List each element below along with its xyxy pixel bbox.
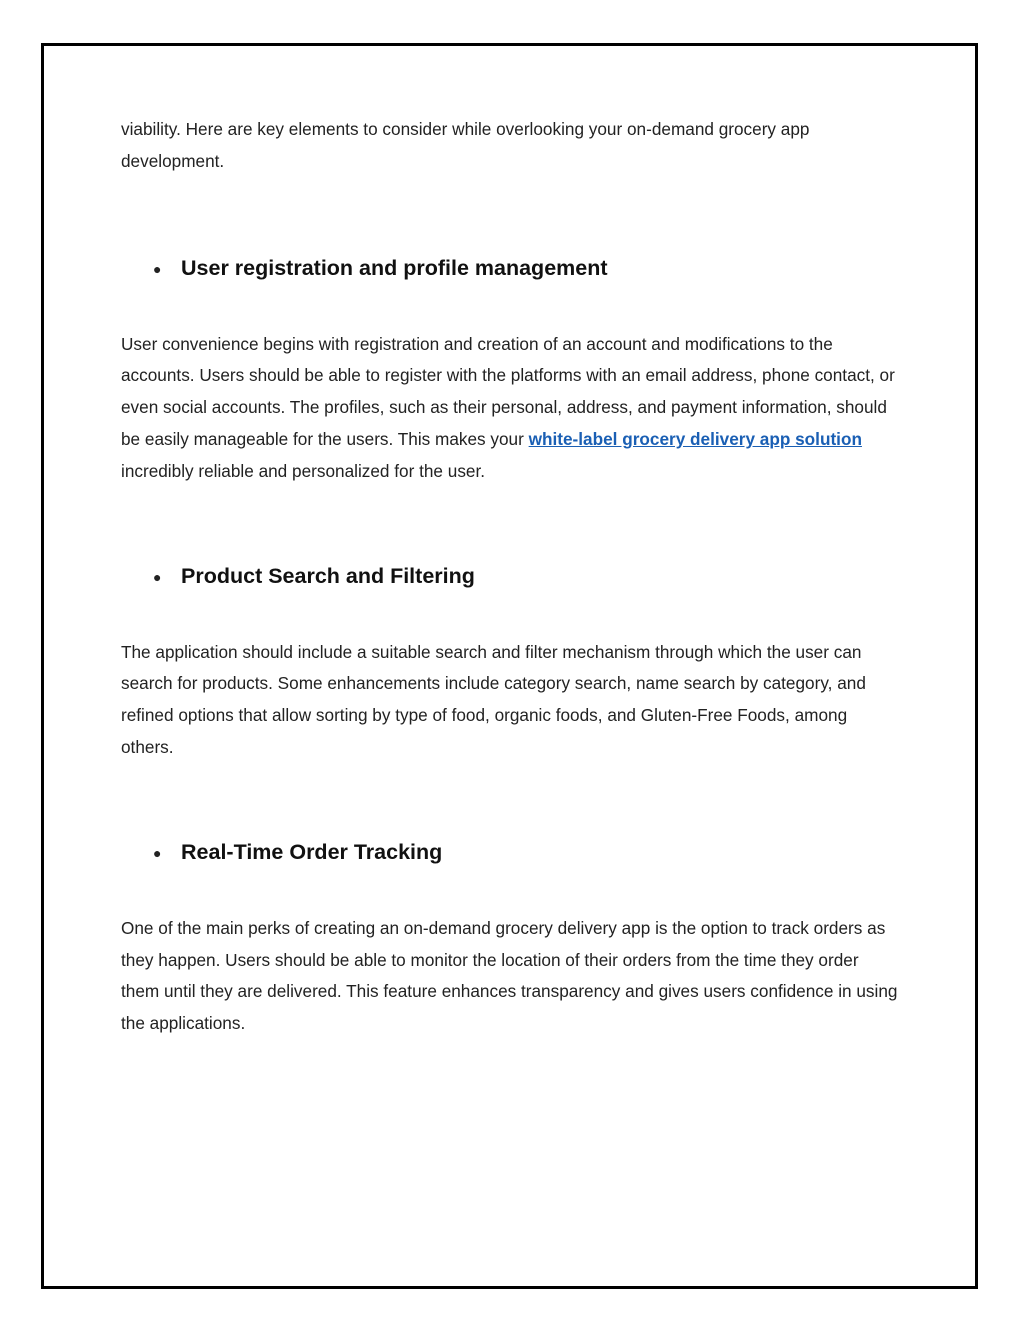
- section-body-user-registration: [121, 329, 901, 488]
- section-heading-product-search: [121, 560, 901, 594]
- intro-paragraph: viability. Here are key elements to consider while overlooking your on-demand grocery app development.: [121, 119, 810, 171]
- bullet-icon: ●: [153, 260, 162, 277]
- section-body-product-search: The application should include a suitable search and filter mechanism through which the user can search for products. Some enhancements include category search, name search by category, and refined options that allow sorting by type of food, organic foods, and Gluten-Free Foods, among others.: [121, 641, 866, 757]
- body-text: incredibly reliable and personalized for the user.: [121, 460, 486, 481]
- section-heading-user-registration: [121, 252, 901, 286]
- section-heading-text: User registration and profile management: [181, 256, 608, 281]
- section-heading-text: Product Search and Filtering: [181, 564, 475, 589]
- document-content: [121, 114, 901, 1112]
- white-label-solution-link[interactable]: white-label grocery delivery app solution: [528, 428, 862, 449]
- body-text: User convenience begins with registration and creation of an account and modifications to the accounts. Users should be able to register with the platforms with an email address, phone contact, or even social accounts. The profiles, such as their personal, address, and payment information, should be easily manageable for the users. This makes your: [121, 333, 895, 449]
- section-heading-order-tracking: [121, 836, 901, 870]
- section-body-order-tracking: One of the main perks of creating an on-demand grocery delivery app is the option to track orders as they happen. Users should be able to monitor the location of their orders from the time they order them until they are delivered. This feature enhances transparency and gives users confidence in using the applications.: [121, 917, 898, 1034]
- bullet-icon: ●: [153, 568, 162, 585]
- section-heading-text: Real-Time Order Tracking: [181, 840, 443, 865]
- bullet-icon: ●: [153, 844, 162, 861]
